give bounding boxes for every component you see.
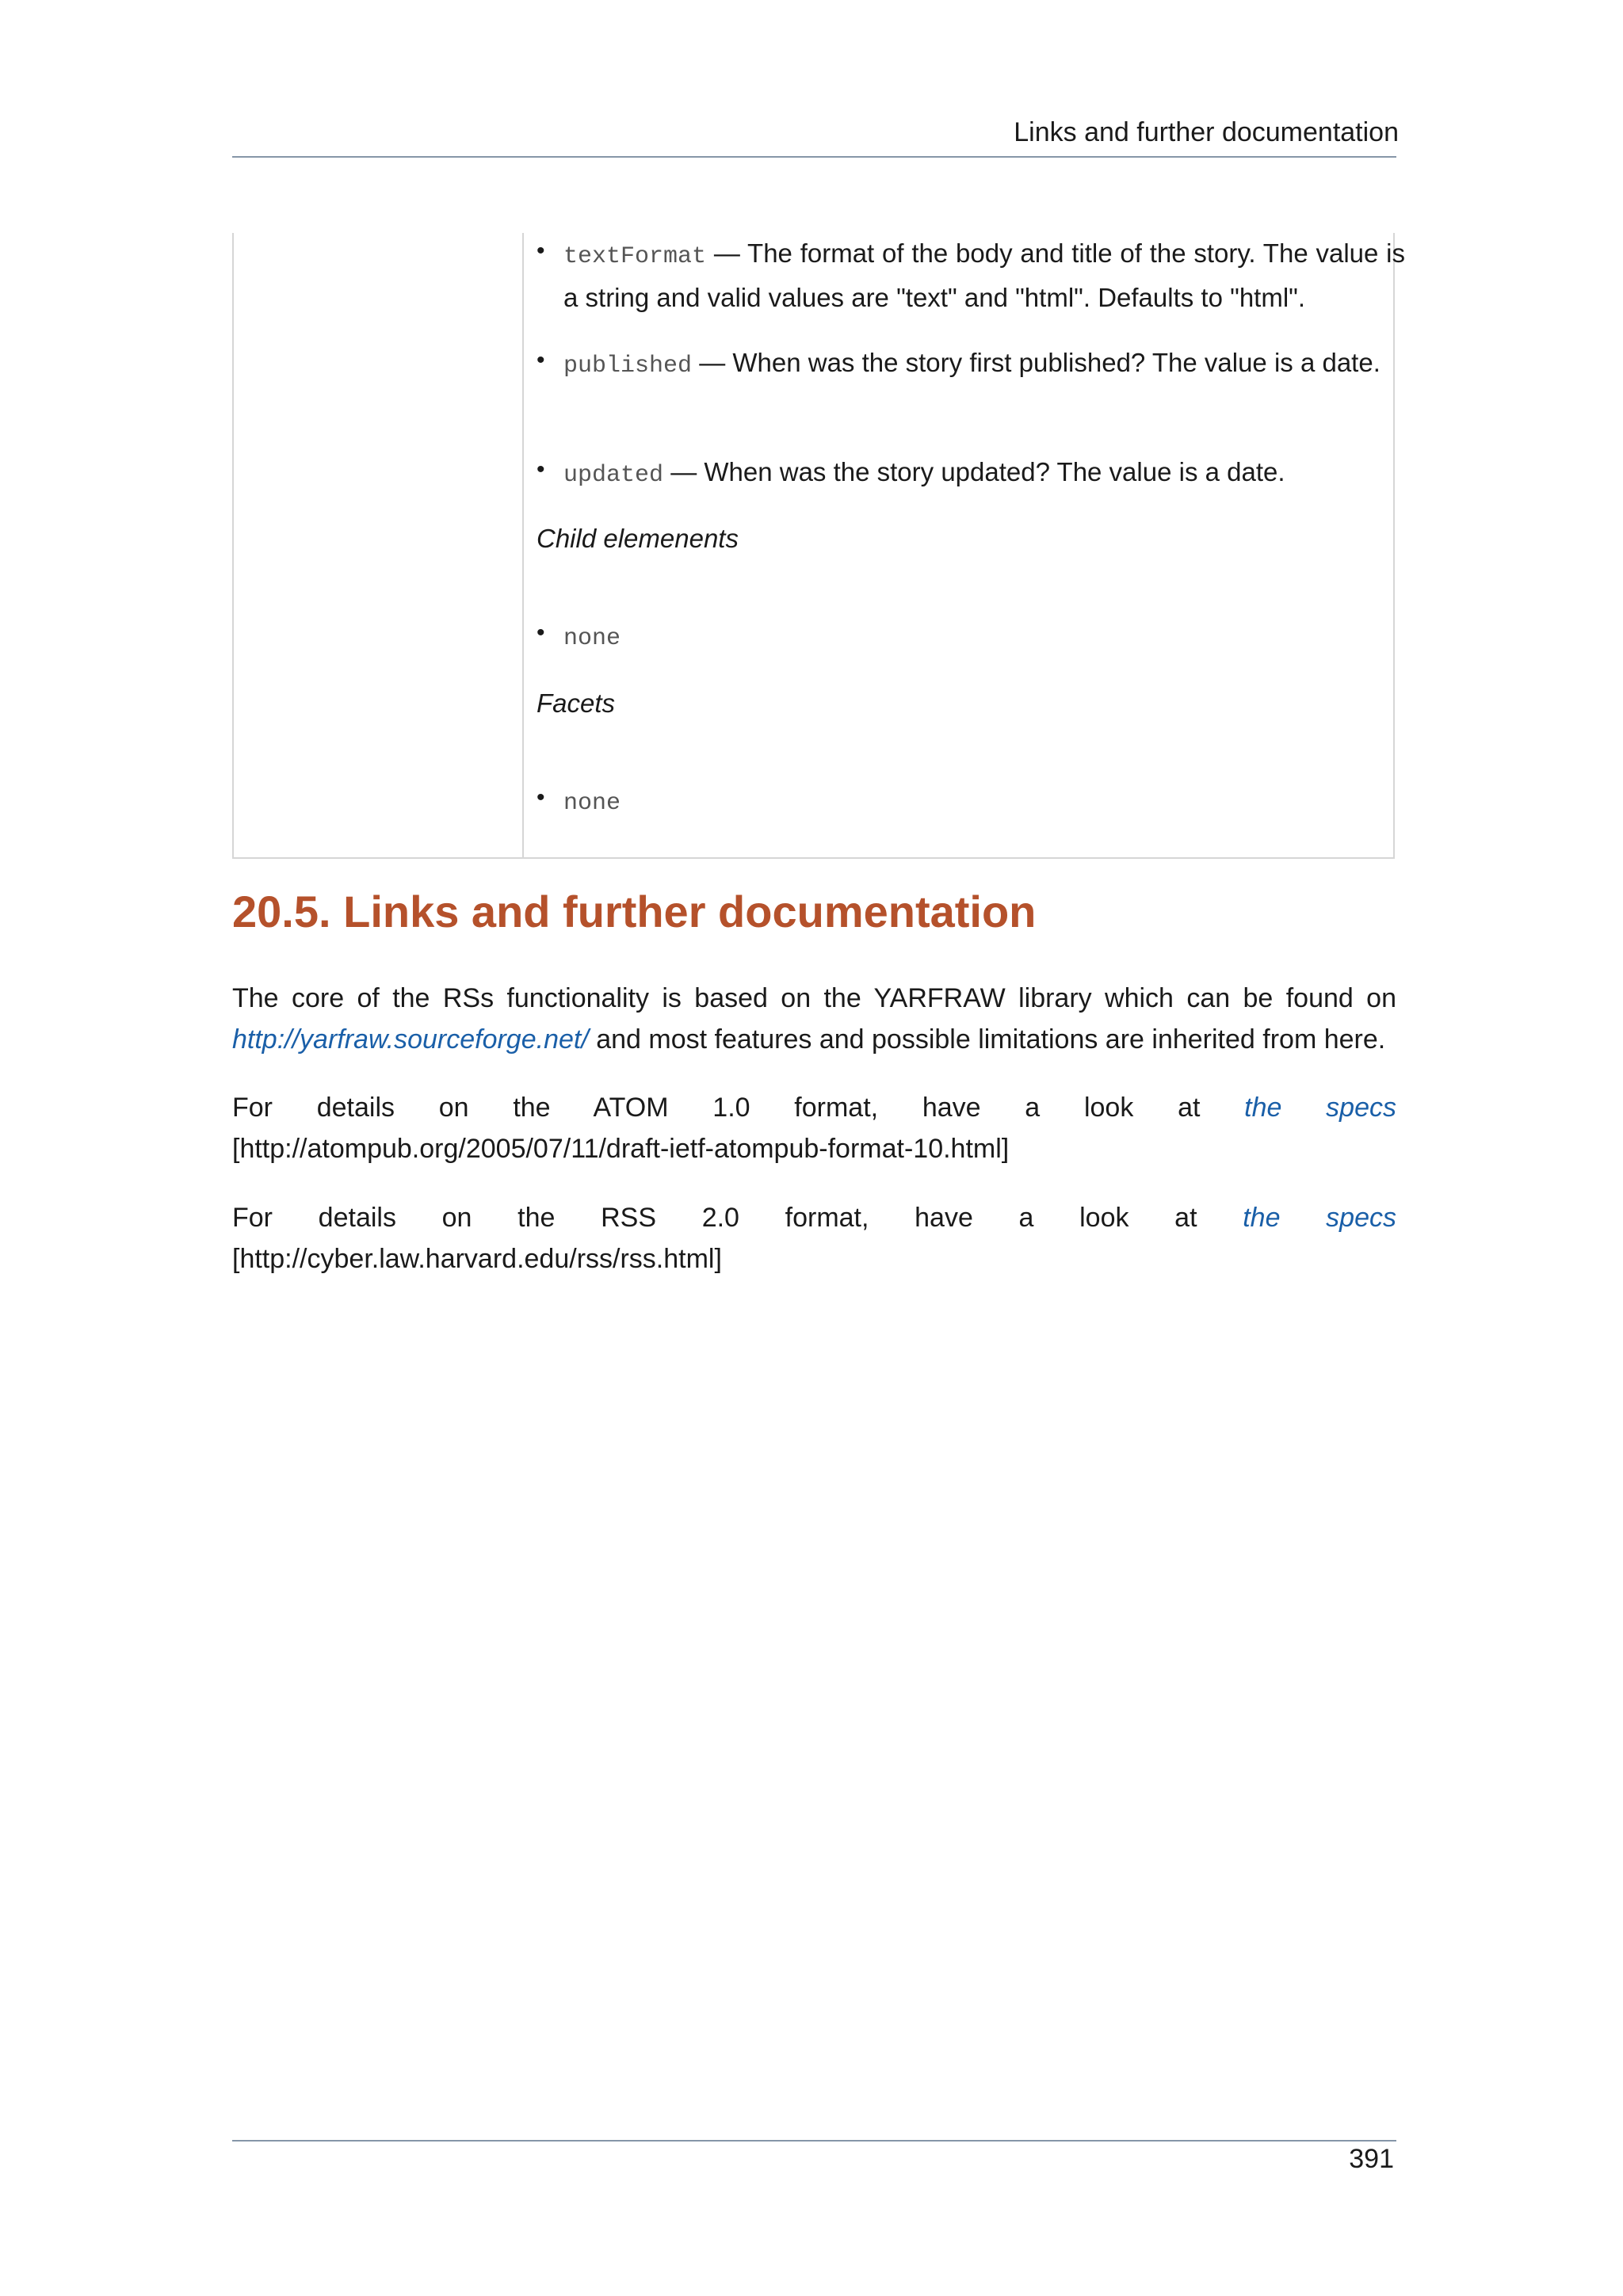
facets-heading: Facets bbox=[537, 688, 616, 718]
list-item-updated bbox=[537, 452, 1405, 496]
yarfraw-link[interactable]: http://yarfraw.sourceforge.net/ bbox=[232, 1024, 589, 1055]
paragraph-atom bbox=[232, 1087, 1396, 1169]
paragraph-text: For details on the RSS 2.0 format, have a look at bbox=[232, 1203, 1243, 1233]
paragraph-text: [http://atompub.org/2005/07/11/draft-ietf-atompub-format-10.html] bbox=[232, 1134, 1010, 1164]
code-textformat: textFormat bbox=[563, 243, 707, 270]
paragraph-text: For details on the ATOM 1.0 format, have a look at bbox=[232, 1093, 1245, 1123]
list-item-published bbox=[537, 342, 1405, 387]
table-column-divider bbox=[522, 233, 524, 857]
attribute-table bbox=[232, 233, 1405, 859]
code-none: none bbox=[563, 790, 621, 817]
list-item-text: — When was the story updated? The value is a date. bbox=[663, 457, 1285, 486]
list-item-text: — When was the story first published? The value is a date. bbox=[692, 348, 1381, 377]
list-item-child-none bbox=[537, 615, 621, 659]
footer-rule bbox=[232, 2140, 1396, 2142]
page-number: 391 bbox=[1349, 2144, 1394, 2174]
paragraph-rss bbox=[232, 1197, 1396, 1280]
section-title: 20.5. Links and further documentation bbox=[232, 887, 1037, 936]
rss-specs-link[interactable]: the specs bbox=[1243, 1203, 1397, 1233]
code-none: none bbox=[563, 625, 621, 652]
list-item-facets-none bbox=[537, 780, 621, 824]
header-rule bbox=[232, 156, 1396, 158]
list-item-textformat bbox=[537, 233, 1405, 318]
child-elements-heading: Child elemenents bbox=[537, 524, 739, 553]
running-header: Links and further documentation bbox=[1014, 117, 1399, 147]
paragraph-yarfraw bbox=[232, 978, 1396, 1060]
paragraph-text: [http://cyber.law.harvard.edu/rss/rss.html] bbox=[232, 1244, 722, 1274]
atom-specs-link[interactable]: the specs bbox=[1244, 1093, 1396, 1123]
list-item-text: — The format of the body and title of the story. The value is a string and valid values are "text" and "html". Defaults to "html". bbox=[563, 238, 1405, 312]
paragraph-text: and most features and possible limitations are inherited from here. bbox=[588, 1024, 1386, 1055]
code-updated: updated bbox=[563, 462, 664, 489]
code-published: published bbox=[563, 353, 693, 379]
paragraph-text: The core of the RSs functionality is based on the YARFRAW library which can be found on bbox=[232, 983, 1396, 1013]
